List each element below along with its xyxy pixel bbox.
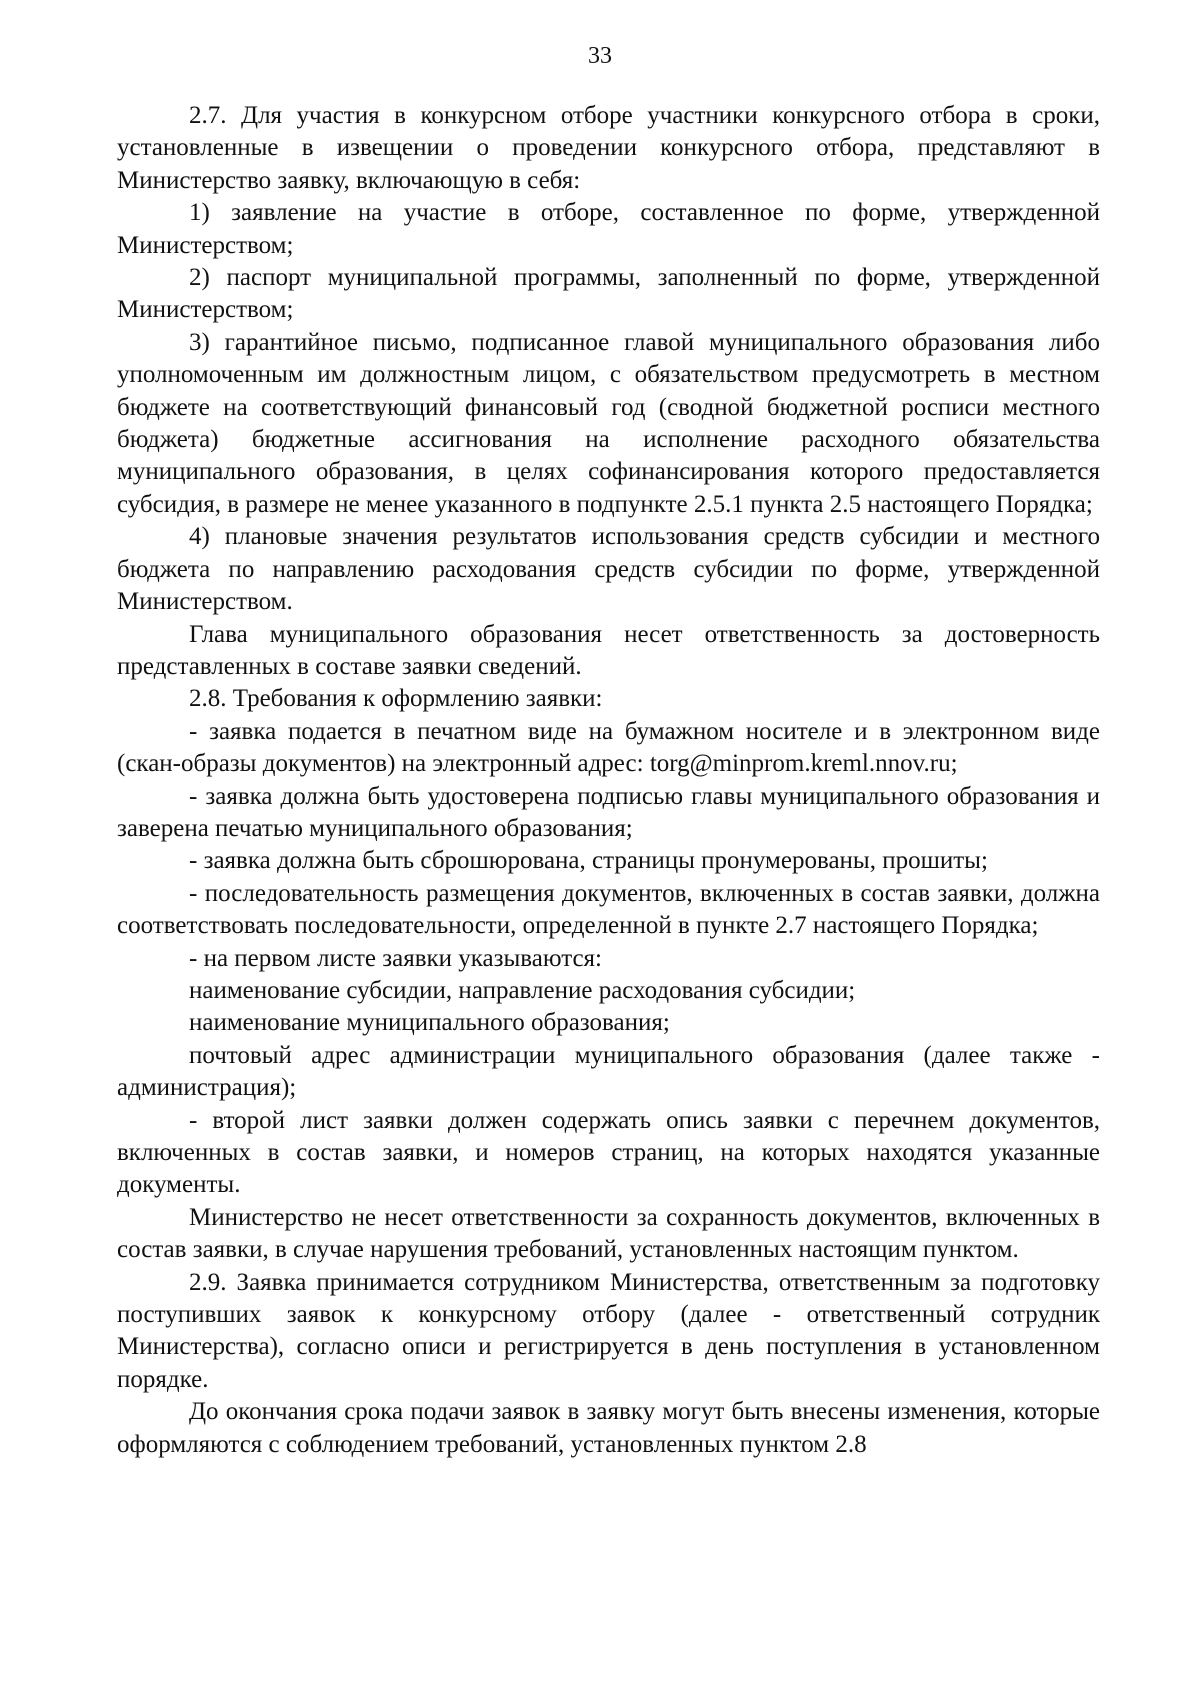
requirement-second-sheet: - второй лист заявки должен содержать опись заявки с перечнем документов, включенных в состав заявки, и номеров страниц, на которых находятся указанные документы. [117,1106,1100,1199]
first-sheet-subsidy: наименование субсидии, направление расходования субсидии; [189,976,856,1004]
list-item-3: 3) гарантийное письмо, подписанное главой муниципального образования либо уполномоченным им должностным лицом, с обязательством предусмотреть в местном бюджете на соответствующий финансовый год (сводной бюджетной росписи местного бюджета) бюджетные ассигнования на исполнение расходного обязательства муниципального образования, в целях софинансирования которого предоставляется субсидия, в размере не менее указанного в подпункте 2.5.1 пункта 2.5 настоящего Порядка; [117,328,1100,518]
requirement-binding: - заявка должна быть сброшюрована, страницы пронумерованы, прошиты; [189,847,988,875]
paragraph-2-9: 2.9. Заявка принимается сотрудником Министерства, ответственным за подготовку поступивших заявок к конкурсному отбору (далее - ответственный сотрудник Министерства), согласно описи и регистрируется в день поступления в установленном порядке. [117,1268,1100,1393]
paragraph-2-7: 2.7. Для участия в конкурсном отборе участники конкурсного отбора в сроки, установленные в извещении о проведении конкурсного отбора, представляют в Министерство заявку, включающую в себя: [117,102,1100,194]
requirement-first-sheet: - на первом листе заявки указываются: [189,944,603,972]
list-item-4: 4) плановые значения результатов использования средств субсидии и местного бюджета по направлению расходования средств субсидии по форме, утвержденной Министерством. [117,523,1100,616]
paragraph-responsibility: Глава муниципального образования несет ответственность за достоверность представленных в составе заявки сведений. [117,620,1100,680]
page-number: 33 [588,43,612,69]
list-item-1: 1) заявление на участие в отборе, составленное по форме, утвержденной Министерством; [117,199,1100,259]
list-item-2: 2) паспорт муниципальной программы, заполненный по форме, утвержденной Министерством; [117,264,1100,324]
paragraph-2-8: 2.8. Требования к оформлению заявки: [189,685,603,713]
requirement-order: - последовательность размещения документов, включенных в состав заявки, должна соответствовать последовательности, определенной в пункте 2.7 настоящего Порядка; [117,879,1100,940]
document-body [117,100,1100,1461]
requirement-submission: - заявка подается в печатном виде на бумажном носителе и в электронном виде (скан-образы документов) на электронный адрес: torg@minprom.kreml.nnov.ru; [117,717,1100,778]
paragraph-ministry-liability: Министерство не несет ответственности за сохранность документов, включенных в состав заявки, в случае нарушения требований, установленных настоящим пунктом. [117,1203,1100,1264]
requirement-signature: - заявка должна быть удостоверена подписью главы муниципального образования и заверена печатью муниципального образования; [117,782,1100,842]
first-sheet-municipality: наименование муниципального образования; [189,1009,670,1037]
paragraph-changes: До окончания срока подачи заявок в заявку могут быть внесены изменения, которые оформляются с соблюдением требований, установленных пунктом 2.8 [117,1398,1100,1458]
first-sheet-address: почтовый адрес администрации муниципального образования (далее также - администрация); [117,1041,1100,1102]
